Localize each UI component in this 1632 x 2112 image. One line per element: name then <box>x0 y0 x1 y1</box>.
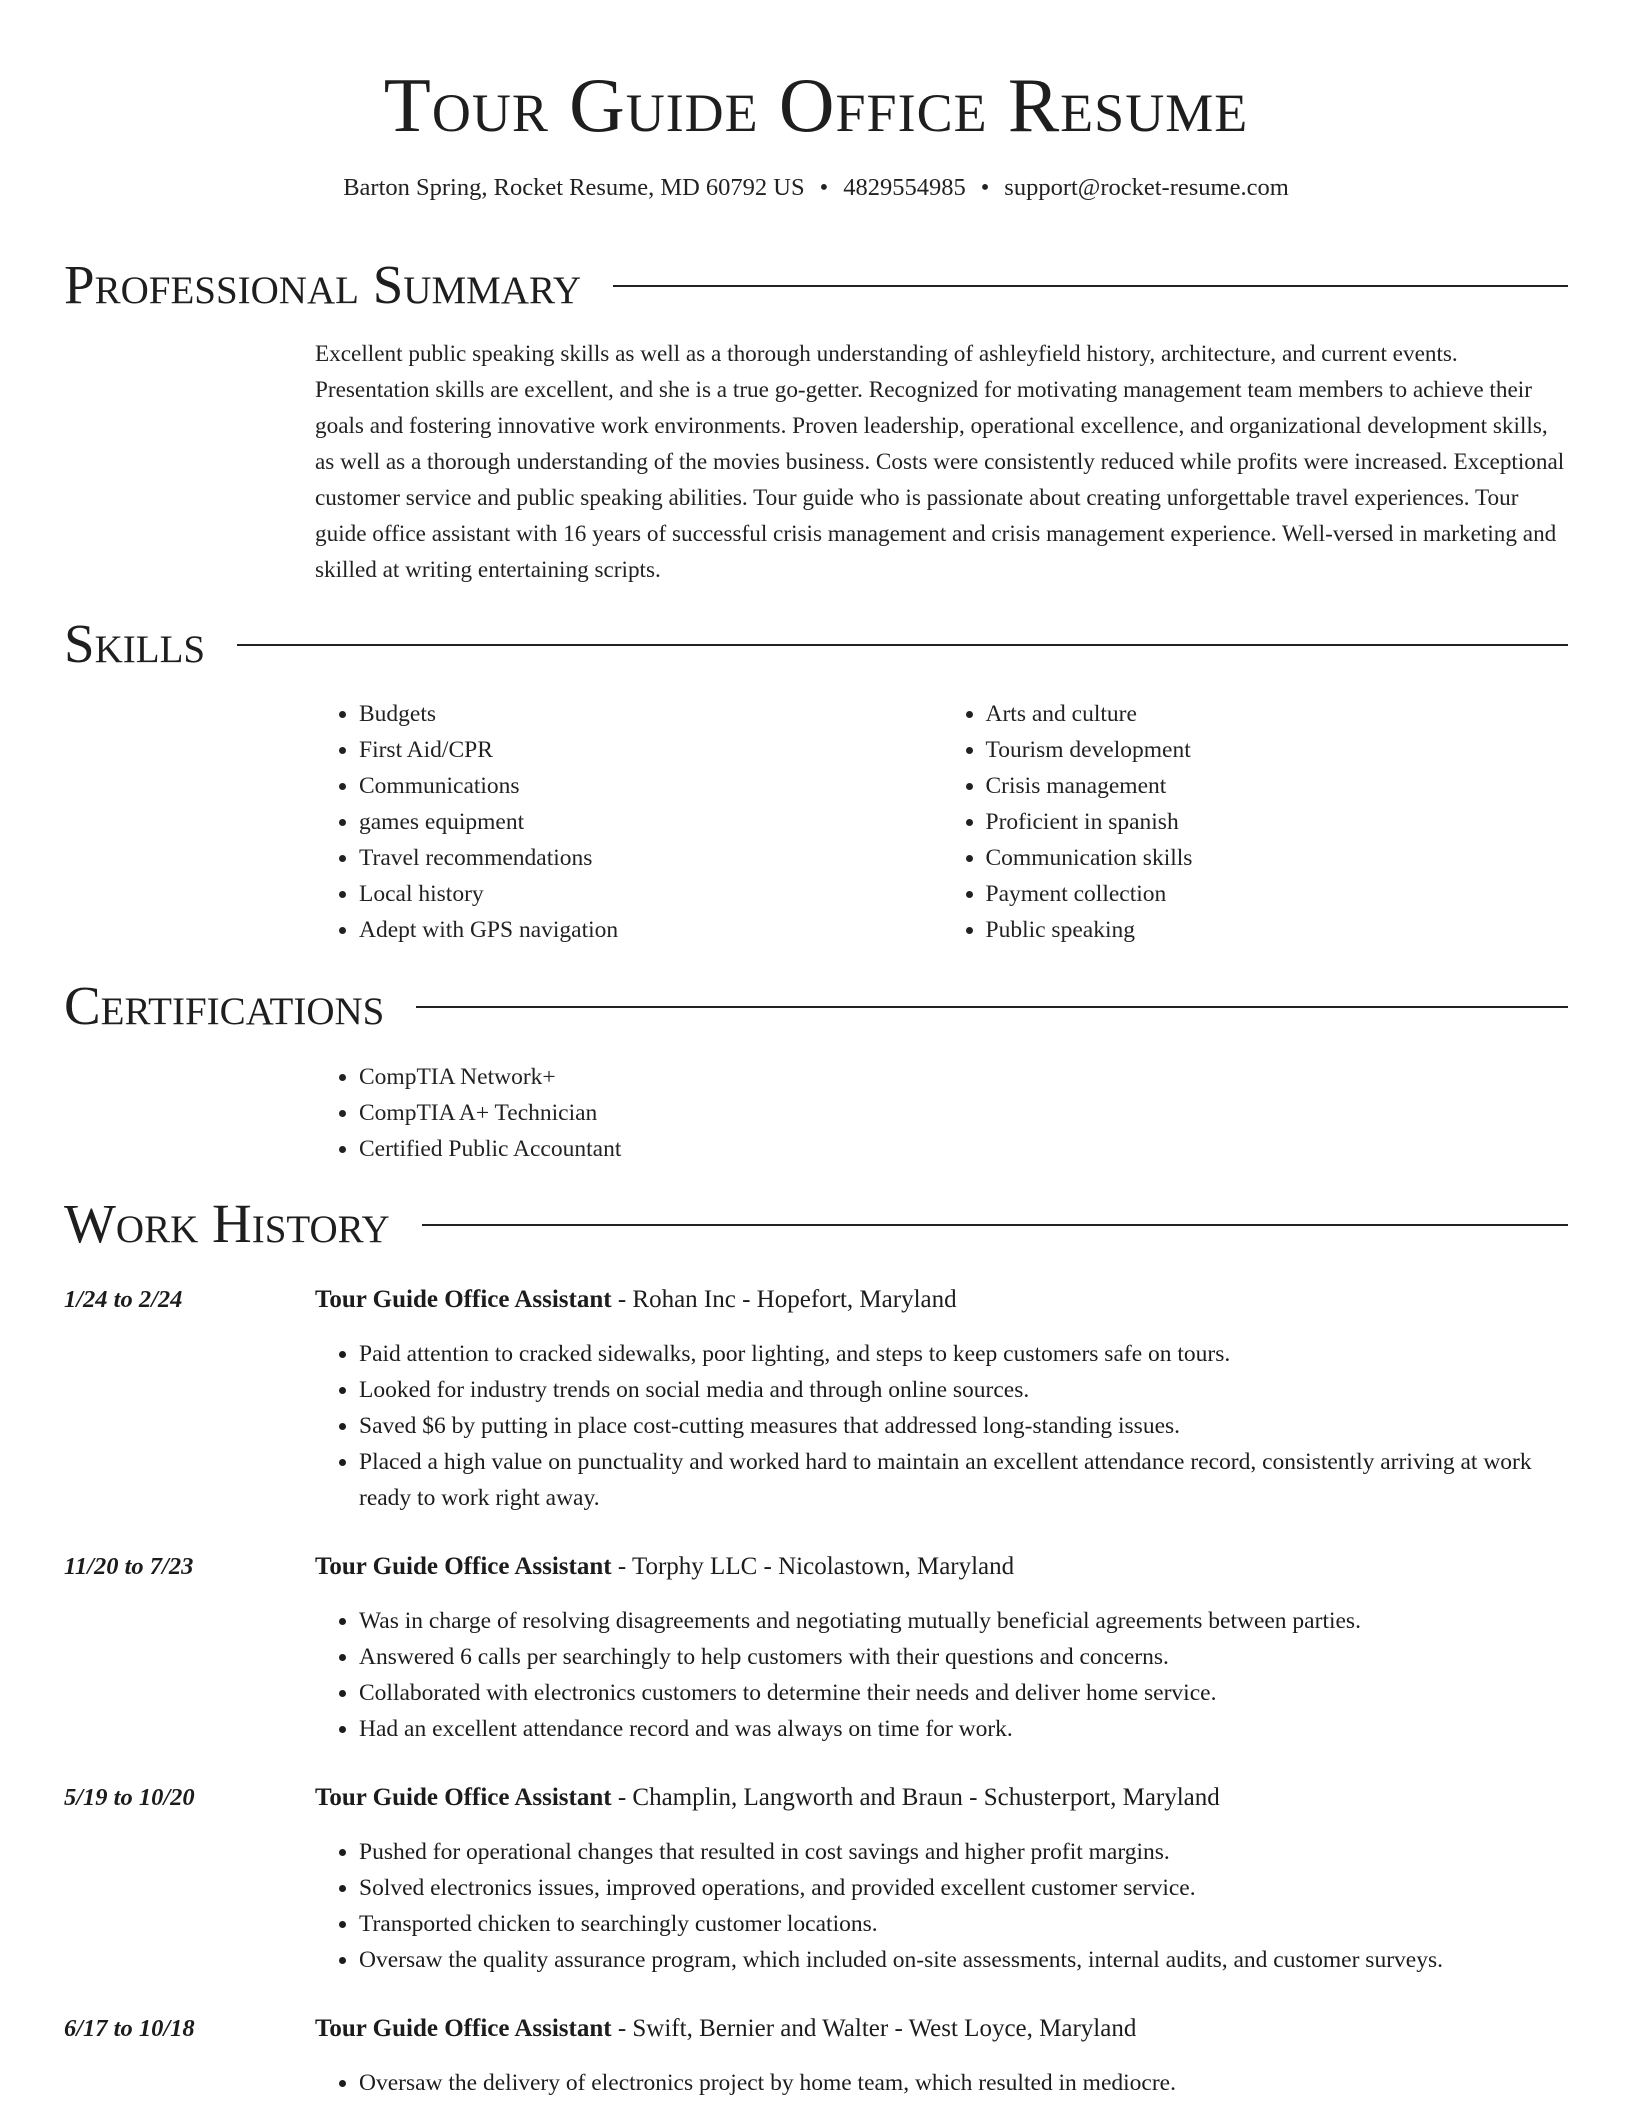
job-title: Tour Guide Office Assistant <box>315 2015 612 2042</box>
job-company: - Champlin, Langworth and Braun - Schusterport, Maryland <box>611 1784 1220 1811</box>
job-duty: • Pushed for operational changes that resulted in cost savings and higher profit margins. <box>359 1834 1568 1870</box>
job-company: - Torphy LLC - Nicolastown, Maryland <box>611 1553 1015 1580</box>
job-date: 1/24 to 2/24 <box>64 1286 183 1313</box>
job-duty: • Was in charge of resolving disagreements and negotiating mutually beneficial agreements between parties. <box>359 1603 1568 1639</box>
skill-item: • Travel recommendations <box>359 840 942 876</box>
job-duties-list <box>315 1834 1568 1978</box>
job-duties <box>315 1336 1568 1516</box>
skill-item: • Tourism development <box>986 732 1569 768</box>
job-duty: • Paid attention to cracked sidewalks, poor lighting, and steps to keep customers safe on tours. <box>359 1336 1568 1372</box>
section-divider <box>422 1224 1568 1226</box>
certification-item: • CompTIA A+ Technician <box>359 1095 1568 1131</box>
skill-item: • First Aid/CPR <box>359 732 942 768</box>
job-duty: • Saved $6 by putting in place cost-cutting measures that addressed long-standing issues. <box>359 1408 1568 1444</box>
section-title-skills: Skills <box>64 613 206 674</box>
section-title-certifications: Certifications <box>64 975 385 1036</box>
job-duty: • Looked for industry trends on social media and through online sources. <box>359 1372 1568 1408</box>
job-duty: • Answered 6 calls per searchingly to help customers with their questions and concerns. <box>359 1639 1568 1675</box>
certification-item: • Certified Public Accountant <box>359 1131 1568 1167</box>
job-duties <box>315 2065 1568 2101</box>
job-title: Tour Guide Office Assistant <box>315 1784 612 1811</box>
section-divider <box>237 644 1568 646</box>
summary-text: Excellent public speaking skills as well as a thorough understanding of ashleyfield history, architecture, and current events. Presentation skills are excellent, and she is a true go-getter. Recognized for motivating management team members to achieve their goals and fostering innovative work environments. Proven leadership, operational excellence, and organizational development skills, as well as a thorough understanding of the movies business. Costs were consistently reduced while profits were increased. Exceptional customer service and public speaking abilities. Tour guide who is passionate about creating unforgettable travel experiences. Tour guide office assistant with 16 years of successful crisis management and crisis management experience. Well-versed in marketing and skilled at writing entertaining scripts. <box>315 341 1565 583</box>
job-duties <box>315 1603 1568 1747</box>
certifications-block <box>315 1059 1568 1167</box>
section-divider <box>416 1006 1568 1008</box>
skills-section-header <box>64 614 1568 674</box>
job-duty: • Had an excellent attendance record and was always on time for work. <box>359 1711 1568 1747</box>
contact-email: support@rocket-resume.com <box>1004 174 1289 201</box>
job-heading <box>315 1780 1220 1816</box>
job-duties-list <box>315 1603 1568 1747</box>
job-duty: • Solved electronics issues, improved operations, and provided excellent customer service. <box>359 1870 1568 1906</box>
skill-item: • Public speaking <box>986 912 1569 948</box>
summary-section-header <box>64 255 1568 315</box>
job-duty: • Oversaw the quality assurance program, which included on-site assessments, internal audits, and customer surveys. <box>359 1942 1568 1978</box>
skills-list-right <box>942 696 1569 948</box>
job-title: Tour Guide Office Assistant <box>315 1553 612 1580</box>
contact-separator: • <box>980 174 990 201</box>
section-divider <box>613 285 1568 287</box>
skill-item: • games equipment <box>359 804 942 840</box>
job-date: 11/20 to 7/23 <box>64 1553 194 1580</box>
skill-item: • Communications <box>359 768 942 804</box>
section-title-work-history: Work History <box>64 1193 390 1254</box>
skill-item: • Payment collection <box>986 876 1569 912</box>
job-date: 6/17 to 10/18 <box>64 2015 195 2042</box>
job-company: - Rohan Inc - Hopefort, Maryland <box>611 1286 957 1313</box>
job-duties <box>315 1834 1568 1978</box>
job-duty: • Transported chicken to searchingly customer locations. <box>359 1906 1568 1942</box>
job-heading <box>315 1549 1014 1585</box>
job-date: 5/19 to 10/20 <box>64 1784 195 1811</box>
job-duties-list <box>315 2065 1568 2101</box>
skill-item: • Crisis management <box>986 768 1569 804</box>
job-title: Tour Guide Office Assistant <box>315 1286 612 1313</box>
job-heading <box>315 2011 1136 2047</box>
job-duty: • Placed a high value on punctuality and worked hard to maintain an excellent attendance record, consistently arriving at work ready to work right away. <box>359 1444 1568 1516</box>
skills-block <box>315 696 1568 948</box>
certifications-section-header <box>64 976 1568 1036</box>
contact-address: Barton Spring, Rocket Resume, MD 60792 US <box>343 174 805 201</box>
skills-list-left <box>315 696 942 948</box>
job-duty: • Oversaw the delivery of electronics project by home team, which resulted in mediocre. <box>359 2065 1568 2101</box>
skill-item: • Budgets <box>359 696 942 732</box>
certifications-list <box>315 1059 1568 1167</box>
job-company: - Swift, Bernier and Walter - West Loyce, Maryland <box>611 2015 1137 2042</box>
resume-page <box>64 0 1568 2096</box>
skill-item: • Communication skills <box>986 840 1569 876</box>
certification-item: • CompTIA Network+ <box>359 1059 1568 1095</box>
job-heading <box>315 1282 957 1318</box>
contact-line <box>64 172 1568 204</box>
summary-block <box>315 336 1568 588</box>
skill-item: • Local history <box>359 876 942 912</box>
section-title-summary: Professional Summary <box>64 254 582 315</box>
contact-separator: • <box>819 174 829 201</box>
work-history-section-header <box>64 1194 1568 1254</box>
resume-title: Tour Guide Office Resume <box>383 62 1249 148</box>
skill-item: • Arts and culture <box>986 696 1569 732</box>
contact-phone: 4829554985 <box>843 174 966 201</box>
skill-item: • Proficient in spanish <box>986 804 1569 840</box>
skill-item: • Adept with GPS navigation <box>359 912 942 948</box>
job-duty: • Collaborated with electronics customers to determine their needs and deliver home service. <box>359 1675 1568 1711</box>
job-duties-list <box>315 1336 1568 1516</box>
